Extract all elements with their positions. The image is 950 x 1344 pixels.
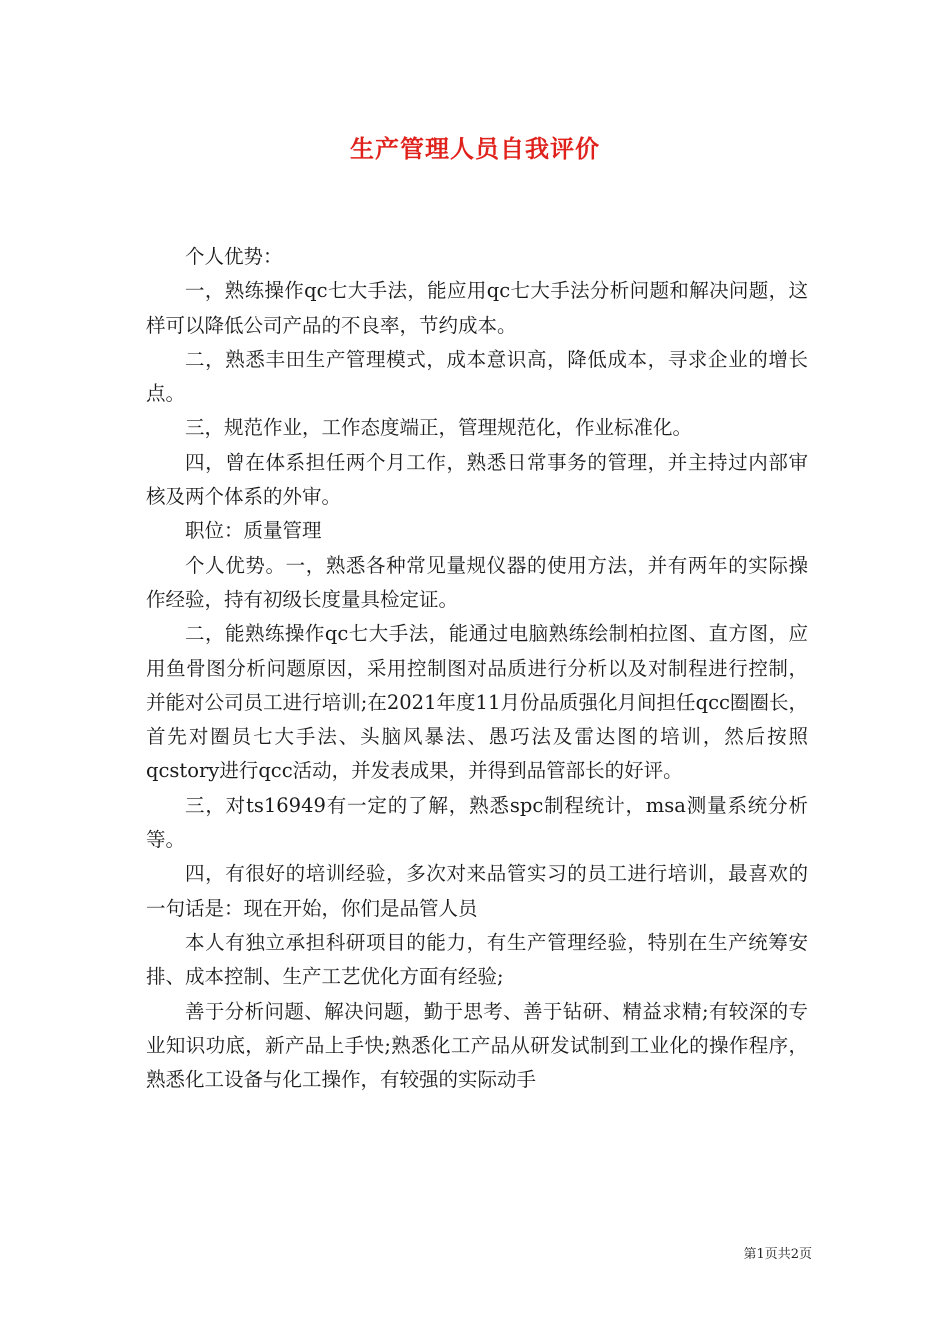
paragraph: 职位：质量管理 xyxy=(185,519,322,543)
paragraph: 四，有很好的培训经验，多次对来品管实习的员工进行培训，最喜欢的一句话是：现在开始，你们是品管人员 xyxy=(146,862,808,920)
document-body xyxy=(146,240,808,1097)
paragraph: 二，能熟练操作qc七大手法，能通过电脑熟练绘制柏拉图、直方图，应用鱼骨图分析问题原因，采用控制图对品质进行分析以及对制程进行控制，并能对公司员工进行培训;在2021年度11月份品质强化月间担任qcc圈圈长，首先对圈员七大手法、头脑风暴法、愚巧法及雷达图的培训，然后按照qcstory进行qcc活动，并发表成果，并得到品管部长的好评。 xyxy=(146,622,808,783)
paragraph: 三，规范作业，工作态度端正，管理规范化，作业标准化。 xyxy=(185,416,693,440)
paragraph: 四，曾在体系担任两个月工作，熟悉日常事务的管理，并主持过内部审核及两个体系的外审。 xyxy=(146,450,808,509)
page-title: 生产管理人员自我评价 xyxy=(350,134,600,163)
paragraph: 本人有独立承担科研项目的能力，有生产管理经验，特别在生产统筹安排、成本控制、生产工艺优化方面有经验; xyxy=(146,930,808,989)
page-number: 第1页共2页 xyxy=(743,1247,812,1262)
paragraph: 一，熟练操作qc七大手法，能应用qc七大手法分析问题和解决问题，这样可以降低公司产品的不良率，节约成本。 xyxy=(146,279,808,337)
paragraph: 个人优势。一，熟悉各种常见量规仪器的使用方法，并有两年的实际操作经验，持有初级长度量具检定证。 xyxy=(146,553,808,611)
paragraph: 善于分析问题、解决问题，勤于思考、善于钻研、精益求精;有较深的专业知识功底，新产品上手快;熟悉化工产品从研发试制到工业化的操作程序，熟悉化工设备与化工操作，有较强的实际动手 xyxy=(146,999,808,1092)
paragraph: 三，对ts16949有一定的了解，熟悉spc制程统计，msa测量系统分析等。 xyxy=(146,793,808,852)
paragraph: 个人优势： xyxy=(185,245,283,268)
paragraph: 二，熟悉丰田生产管理模式，成本意识高，降低成本，寻求企业的增长点。 xyxy=(146,347,808,406)
